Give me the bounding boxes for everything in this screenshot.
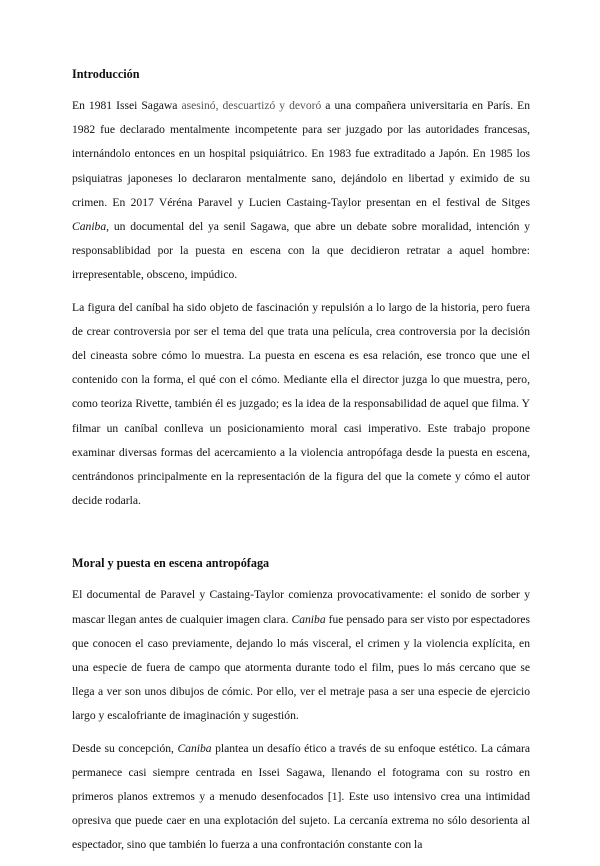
film-title-caniba: Caniba: [291, 612, 326, 626]
text-run: fue pensado para ser visto por espectadores que conocen el caso previamente, dejando lo más visceral, el crimen y la violencia explícita, en una especie de fuera de campo que atormenta durante todo el film, pues lo más cercano que se llega a ver son unos dibujos de cómic. Por ello, ver el metraje pasa a ser una especie de ejercicio largo y escalofriante de imaginación y sugestión.: [72, 612, 531, 723]
intro-paragraph-2: [72, 296, 530, 514]
section-heading-moral: Moral y puesta en escena antropófaga: [72, 556, 270, 571]
text-run-highlight: asesinó, descuartizó y devoró: [181, 99, 322, 112]
text-run: , un documental del ya senil Sagawa, que abre un debate sobre moralidad, intención y responsablibidad por la puesta en escena con la que decidieron retratar a aquel hombre: irrepresentable, obsceno, impúdico.: [72, 220, 530, 282]
text-run: En 1981 Issei Sagawa: [72, 99, 182, 112]
intro-paragraph-1: [72, 94, 530, 288]
text-run: plantea un desafío ético a través de su enfoque estético. La cámara permanece casi siempre centrada en Issei Sagawa, llenando el fotograma con su rostro en primeros planos extremos y a menudo desenfocados [1]. Este uso intensivo crea una intimidad opresiva que puede caer en una explotación del sujeto. La cercanía extrema no sólo desorienta al espectador, sino que también lo fuerza a una confrontación constante con la: [72, 741, 530, 852]
section-heading-introduccion: Introducción: [72, 67, 140, 81]
moral-paragraph-1: [72, 583, 530, 728]
film-title-caniba: Caniba: [177, 741, 212, 755]
document-page: [72, 66, 530, 866]
film-title-caniba: Caniba: [72, 220, 107, 234]
moral-paragraph-2: [72, 737, 530, 858]
text-run: Desde su concepción,: [72, 741, 178, 755]
text-run: a una compañera universitaria en París. En 1982 fue declarado mentalmente incompetente para ser juzgado por las autoridades francesas, internándolo entonces en un hospital psiquiátrico. En 1983 fue extraditado a Japón. En 1985 los psiquiatras japoneses lo declararon mentalmente sano, dejándolo en libertad y eximido de su crimen. En 2017 Véréna Paravel y Lucien Castaing-Taylor presentan en el festival de Sitges: [72, 99, 530, 209]
text-run: La figura del caníbal ha sido objeto de fascinación y repulsión a lo largo de la historia, pero fuera de crear controversia por ser el tema del que trata una película, crea controversia por la decisión del cineasta sobre cómo lo muestra. La puesta en escena es esa relación, ese tronco que une el contenido con la forma, el qué con el cómo. Mediante ella el director juzga lo que muestra, pero, como teoriza Rivette, también él es juzgado; es la idea de la responsabilidad de aquel que filma. Y filmar un caníbal conlleva un posicionamiento moral casi imperativo. Este trabajo propone examinar diversas formas del acercamiento a la violencia antropófaga desde la puesta en escena, centrándonos principalmente en la representación de la figura del que la comete y cómo el autor decide rodarla.: [72, 300, 530, 508]
text-run: El documental de Paravel y Castaing-Taylor comienza provocativamente: el sonido de sorber y mascar llegan antes de cualquier imagen clara.: [72, 588, 530, 626]
